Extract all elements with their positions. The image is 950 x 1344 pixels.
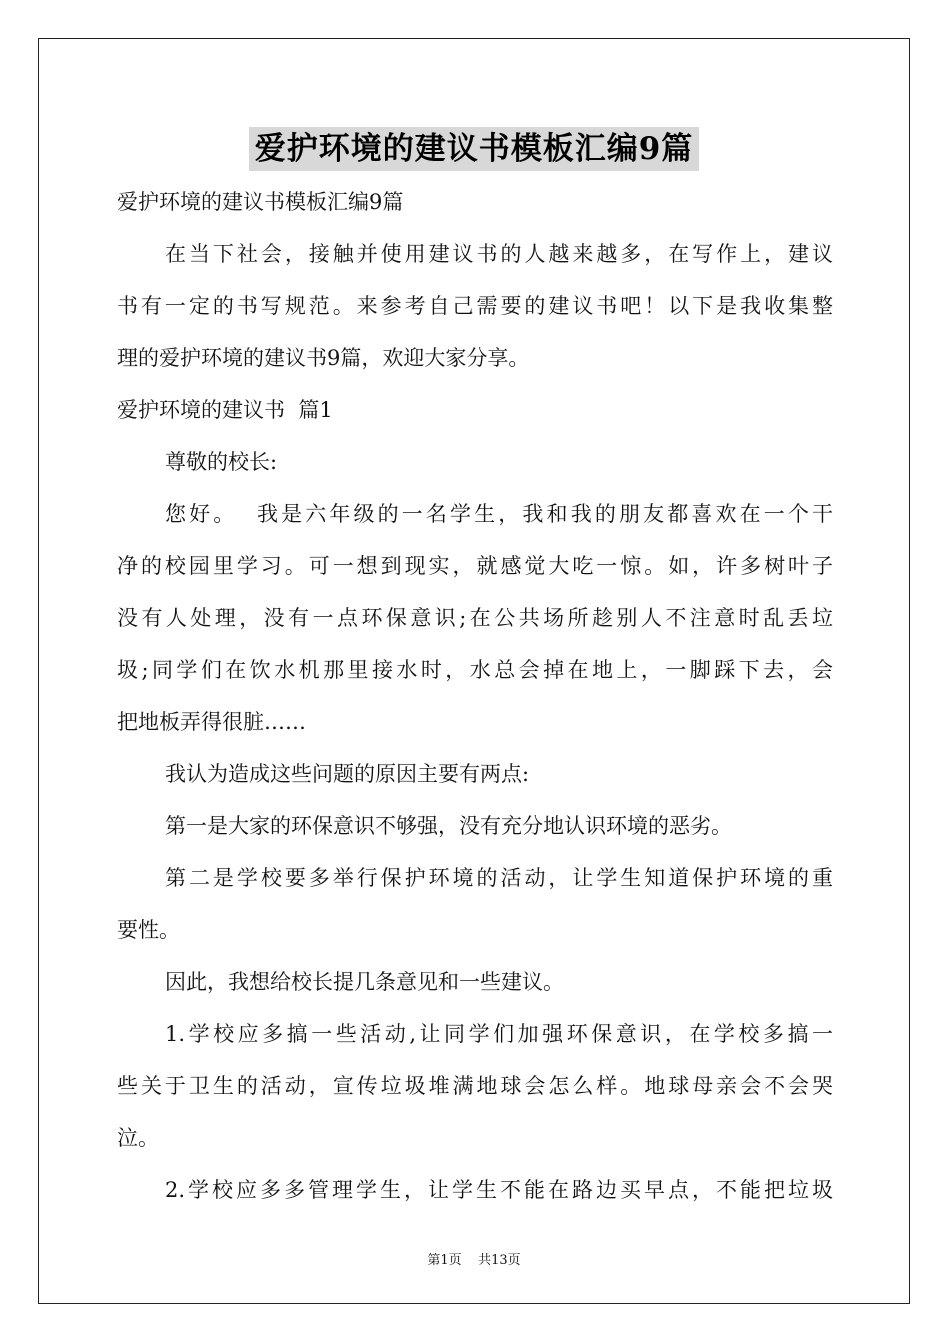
body-paragraph-3: 第一是大家的环保意识不够强，没有充分地认识环境的恶劣。 bbox=[165, 814, 732, 838]
paragraph-line: 在当下社会，接触并使用建议书的人越来越多，在写作上，建议 bbox=[165, 242, 833, 266]
paragraph-line: 些关于卫生的活动，宣传垃圾堆满地球会怎么样。地球母亲会不会哭 bbox=[117, 1074, 833, 1098]
document-page bbox=[38, 38, 910, 1304]
paragraph-line: 1.学校应多搞一些活动,让同学们加强环保意识，在学校多搞一 bbox=[165, 1022, 833, 1046]
document-subtitle: 爱护环境的建议书模板汇编9篇 bbox=[117, 190, 404, 214]
paragraph-line: 把地板弄得很脏…… bbox=[117, 710, 306, 734]
paragraph-line: 泣。 bbox=[117, 1126, 159, 1150]
document-title: 爱护环境的建议书模板汇编9篇 bbox=[249, 127, 700, 171]
paragraph-line: 您好。 我是六年级的一名学生，我和我的朋友都喜欢在一个干 bbox=[165, 502, 833, 526]
body-paragraph-4 bbox=[117, 863, 833, 946]
body-paragraph-5: 因此，我想给校长提几条意见和一些建议。 bbox=[165, 970, 564, 994]
paragraph-line: 要性。 bbox=[117, 918, 180, 942]
page-footer: 第1页 共13页 bbox=[427, 1253, 521, 1268]
paragraph-line: 第二是学校要多举行保护环境的活动，让学生知道保护环境的重 bbox=[165, 866, 833, 890]
section-heading: 爱护环境的建议书 篇1 bbox=[117, 398, 333, 422]
paragraph-line: 书有一定的书写规范。来参考自己需要的建议书吧！以下是我收集整 bbox=[117, 294, 833, 318]
title-wrap bbox=[39, 127, 909, 171]
paragraph-line: 净的校园里学习。可一想到现实，就感觉大吃一惊。如，许多树叶子 bbox=[117, 554, 833, 578]
body-paragraph-7: 2.学校应多多管理学生，让学生不能在路边买早点，不能把垃圾 bbox=[165, 1178, 833, 1202]
salutation: 尊敬的校长: bbox=[165, 450, 278, 474]
body-paragraph-2: 我认为造成这些问题的原因主要有两点: bbox=[165, 762, 530, 786]
body-paragraph-6 bbox=[117, 1019, 833, 1154]
intro-paragraph bbox=[117, 239, 833, 374]
paragraph-line: 没有人处理，没有一点环保意识;在公共场所趁别人不注意时乱丢垃 bbox=[117, 606, 833, 630]
paragraph-line: 圾;同学们在饮水机那里接水时，水总会掉在地上，一脚踩下去，会 bbox=[117, 658, 833, 682]
document-body bbox=[117, 187, 833, 1227]
paragraph-line: 理的爱护环境的建议书9篇，欢迎大家分享。 bbox=[117, 346, 530, 370]
body-paragraph-1 bbox=[117, 499, 833, 738]
